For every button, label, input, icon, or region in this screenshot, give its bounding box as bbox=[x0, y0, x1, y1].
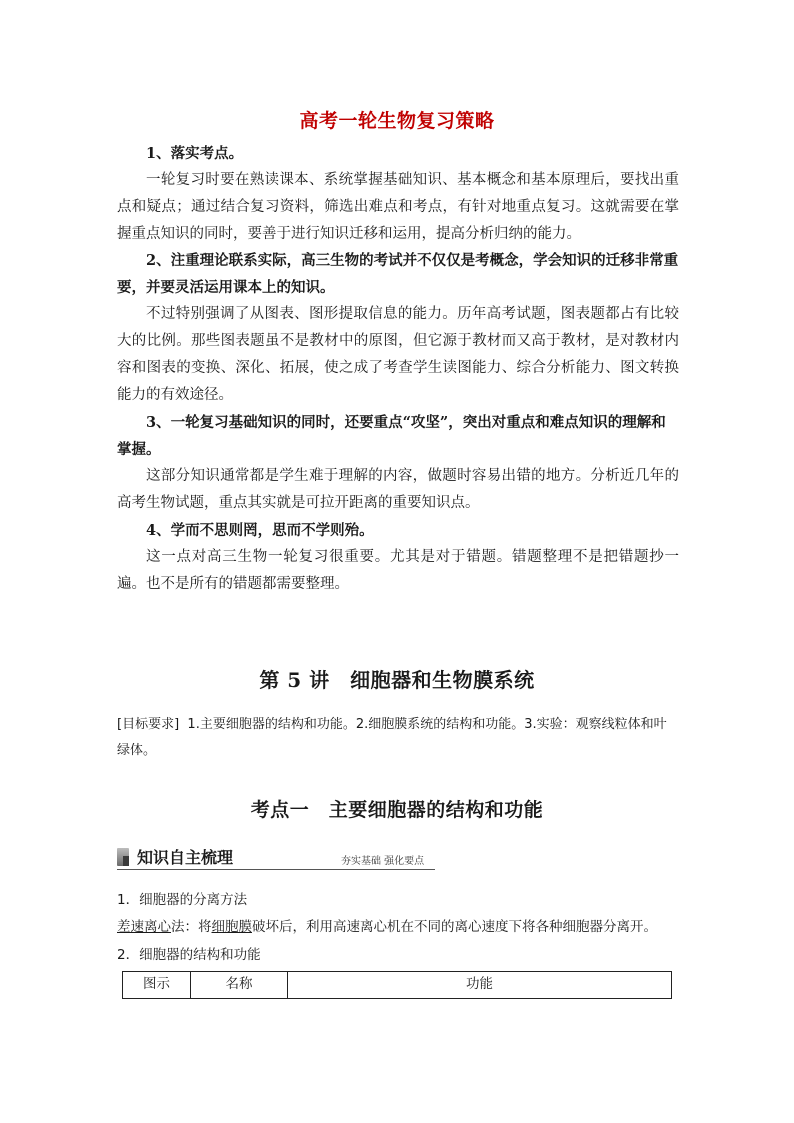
item-1-body bbox=[117, 917, 679, 937]
lecture-title: 第 5 讲 细胞器和生物膜系统 bbox=[259, 668, 535, 692]
section-heading: 2、注重理论联系实际，高三生物的考试并不仅仅是考概念，学会知识的迁移非常重要，并要灵活运用课本上的知识。 bbox=[117, 252, 679, 296]
item-1-title: 1．细胞器的分离方法 bbox=[117, 892, 248, 908]
section-heading: 4、学而不思则罔，思而不学则殆。 bbox=[146, 522, 374, 539]
table-header-cell: 功能 bbox=[288, 972, 672, 999]
item-1-rest: 破坏后，利用高速离心机在不同的离心速度下将各种细胞器分离开。 bbox=[252, 919, 657, 935]
term-centrifugation: 差速离心 bbox=[117, 919, 171, 935]
section-banner bbox=[117, 843, 435, 870]
item-1-fa: 法：将 bbox=[171, 919, 212, 935]
doc-title: 高考一轮生物复习策略 bbox=[299, 110, 495, 132]
table-header-cell: 名称 bbox=[191, 972, 288, 999]
banner-subtitle: 夯实基础 强化要点 bbox=[341, 856, 425, 867]
section-paragraph: 这一点对高三生物一轮复习很重要。尤其是对于错题。错题整理不是把错题抄一遍。也不是所有的错题都需要整理。 bbox=[117, 549, 679, 592]
organelle-table bbox=[122, 971, 672, 999]
bookmark-icon-shade bbox=[123, 856, 129, 866]
section-heading: 3、一轮复习基础知识的同时，还要重点“攻坚”，突出对重点和难点知识的理解和掌握。 bbox=[117, 414, 666, 458]
table-header-cell: 图示 bbox=[123, 972, 191, 999]
table-header-row bbox=[123, 972, 672, 999]
kaodian-title: 考点一 主要细胞器的结构和功能 bbox=[250, 799, 544, 821]
banner-title: 知识自主梳理 bbox=[137, 848, 234, 867]
section-3 bbox=[117, 409, 679, 517]
term-cell-membrane: 细胞膜 bbox=[211, 919, 252, 935]
goal-label: [目标要求] bbox=[117, 717, 180, 732]
item-2-title: 2．细胞器的结构和功能 bbox=[117, 947, 261, 963]
section-paragraph: 一轮复习时要在熟读课本、系统掌握基础知识、基本概念和基本原理后，要找出重点和疑点；通过结合复习资料，筛选出难点和考点，有针对地重点复习。这就需要在掌握重点知识的同时，要善于进行知识迁移和运用，提高分析归纳的能力。 bbox=[117, 172, 679, 242]
section-paragraph: 不过特别强调了从图表、图形提取信息的能力。历年高考试题，图表题都占有比较大的比例。那些图表题虽不是教材中的原图，但它源于教材而又高于教材，是对教材内容和图表的变换、深化、拓展，使之成了考查学生读图能力、综合分析能力、图文转换能力的有效途径。 bbox=[117, 306, 679, 403]
section-4 bbox=[117, 517, 679, 598]
goal-text: 1.主要细胞器的结构和功能。2.细胞膜系统的结构和功能。3.实验：观察线粒体和叶绿体。 bbox=[117, 717, 667, 758]
section-1 bbox=[117, 140, 679, 248]
section-paragraph: 这部分知识通常都是学生难于理解的内容，做题时容易出错的地方。分析近几年的高考生物试题，重点其实就是可拉开距离的重要知识点。 bbox=[117, 468, 679, 511]
section-heading: 1、落实考点。 bbox=[146, 145, 244, 162]
section-2 bbox=[117, 247, 679, 409]
lecture-goal bbox=[117, 712, 679, 764]
